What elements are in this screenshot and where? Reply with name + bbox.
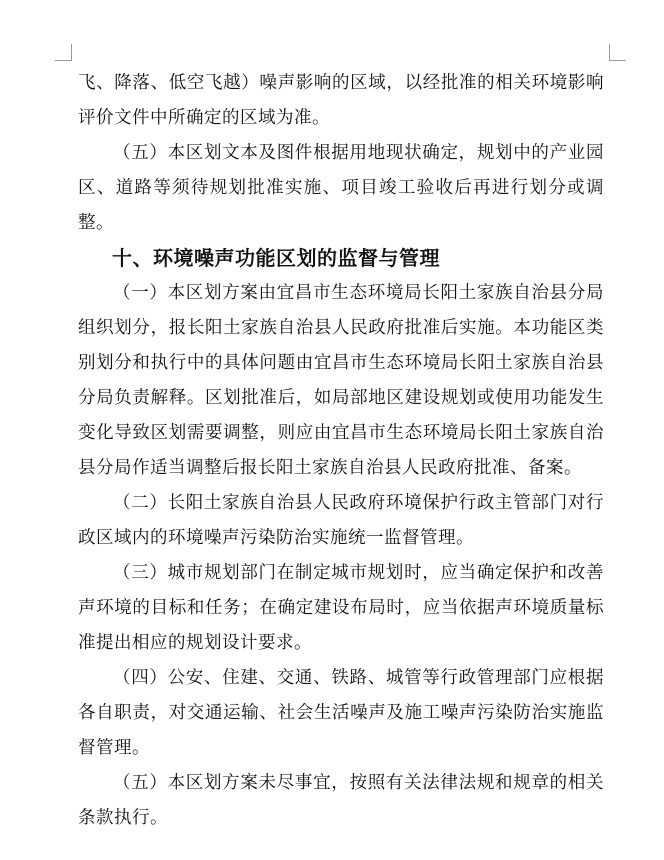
paragraph-item-4: （四）公安、住建、交通、铁路、城管等行政管理部门应根据各自职责，对交通运输、社会生活噪声及施工噪声污染防治实施监督管理。 <box>78 668 604 758</box>
margin-corner-mark-left <box>55 44 72 61</box>
paragraph-item-1: （一）本区划方案由宜昌市生态环境局长阳土家族自治县分局组织划分，报长阳土家族自治县人民政府批准后实施。本功能区类别划分和执行中的具体问题由宜昌市生态环境局长阳土家族自治县分局负责解释。区划批准后，如局部地区建设规划或使用功能发生变化导致区划需要调整，则应由宜昌市生态环境局长阳土家族自治县分局作适当调整后报长阳土家族自治县人民政府批准、备案。 <box>78 283 604 478</box>
paragraph-item-3: （三）城市规划部门在制定城市规划时，应当确定保护和改善声环境的目标和任务；在确定建设布局时，应当依据声环境质量标准提出相应的规划设计要求。 <box>78 563 604 653</box>
paragraph-item-5-second: （五）本区划方案未尽事宜，按照有关法律法规和规章的相关条款执行。 <box>78 773 604 828</box>
document-body <box>78 66 604 836</box>
margin-corner-mark-right <box>609 44 626 61</box>
paragraph-continuation: 飞、降落、低空飞越）噪声影响的区域，以经批准的相关环境影响评价文件中所确定的区域为准。 <box>78 73 604 128</box>
paragraph-item-2: （二）长阳土家族自治县人民政府环境保护行政主管部门对行政区域内的环境噪声污染防治实施统一监督管理。 <box>78 493 604 548</box>
section-heading: 十、环境噪声功能区划的监督与管理 <box>112 246 440 270</box>
paragraph-item-5-first: （五）本区划文本及图件根据用地现状确定，规划中的产业园区、道路等须待规划批准实施、项目竣工验收后再进行划分或调整。 <box>78 143 604 233</box>
